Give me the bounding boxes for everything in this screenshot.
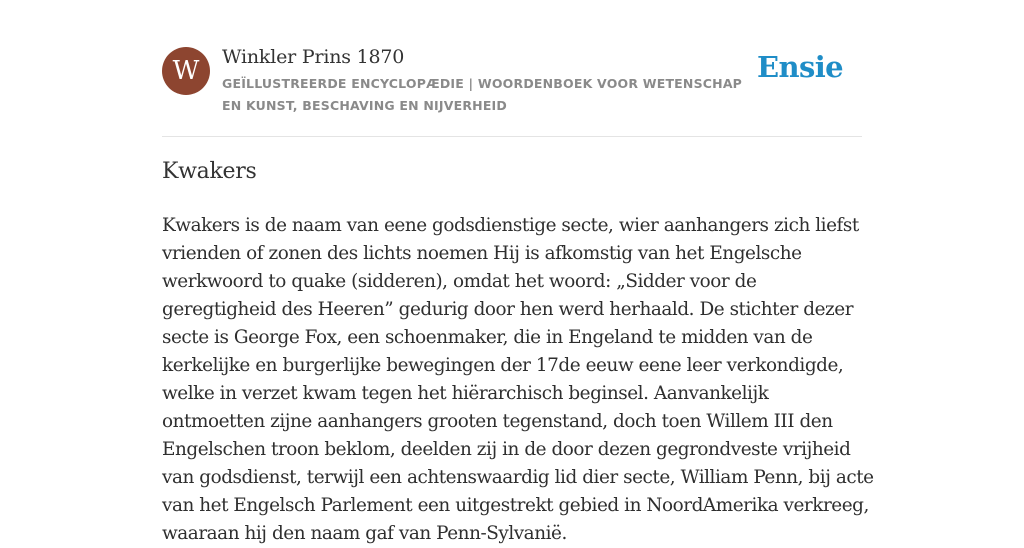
source-title[interactable]: Winkler Prins 1870	[222, 46, 405, 68]
source-subtitle: GEÏLLUSTREERDE ENCYCLOPÆDIE | WOORDENBOEK VOOR WETENSCHAP EN KUNST, BESCHAVING EN NIJVERHEID	[222, 76, 743, 113]
entry-title: Kwakers	[162, 159, 257, 184]
source-avatar[interactable]: W	[162, 47, 210, 95]
entry-body: Kwakers is de naam van eene godsdienstige secte, wier aanhangers zich liefst vrienden of zonen des lichts noemen Hij is afkomstig van het Engelsche werkwoord to quake (sidderen), omdat het woord: „Sidder voor de geregtigheid des Heeren” gedurig door hen werd herhaald. De stichter dezer secte is George Fox, een schoenmaker, die in Engeland te midden van de kerkelijke en burgerlijke bewegingen der 17de eeuw eene leer verkondigde, welke in verzet kwam tegen het hiërarchisch beginsel. Aanvankelijk ontmoetten zijne aanhangers grooten tegenstand, doch toen Willem III den Engelschen troon beklom, deelden zij in de door dezen gegrondveste vrijheid van godsdienst, terwijl een achtenswaardig lid dier secte, William Penn, bij acte van het Engelsch Parlement een uitgestrekt gebied in NoordAmerika verkreeg, waaraan hij den naam gaf van Penn-Sylvanië.	[162, 215, 874, 544]
source-header	[162, 44, 862, 137]
ensie-logo[interactable]: Ensie	[757, 50, 843, 84]
